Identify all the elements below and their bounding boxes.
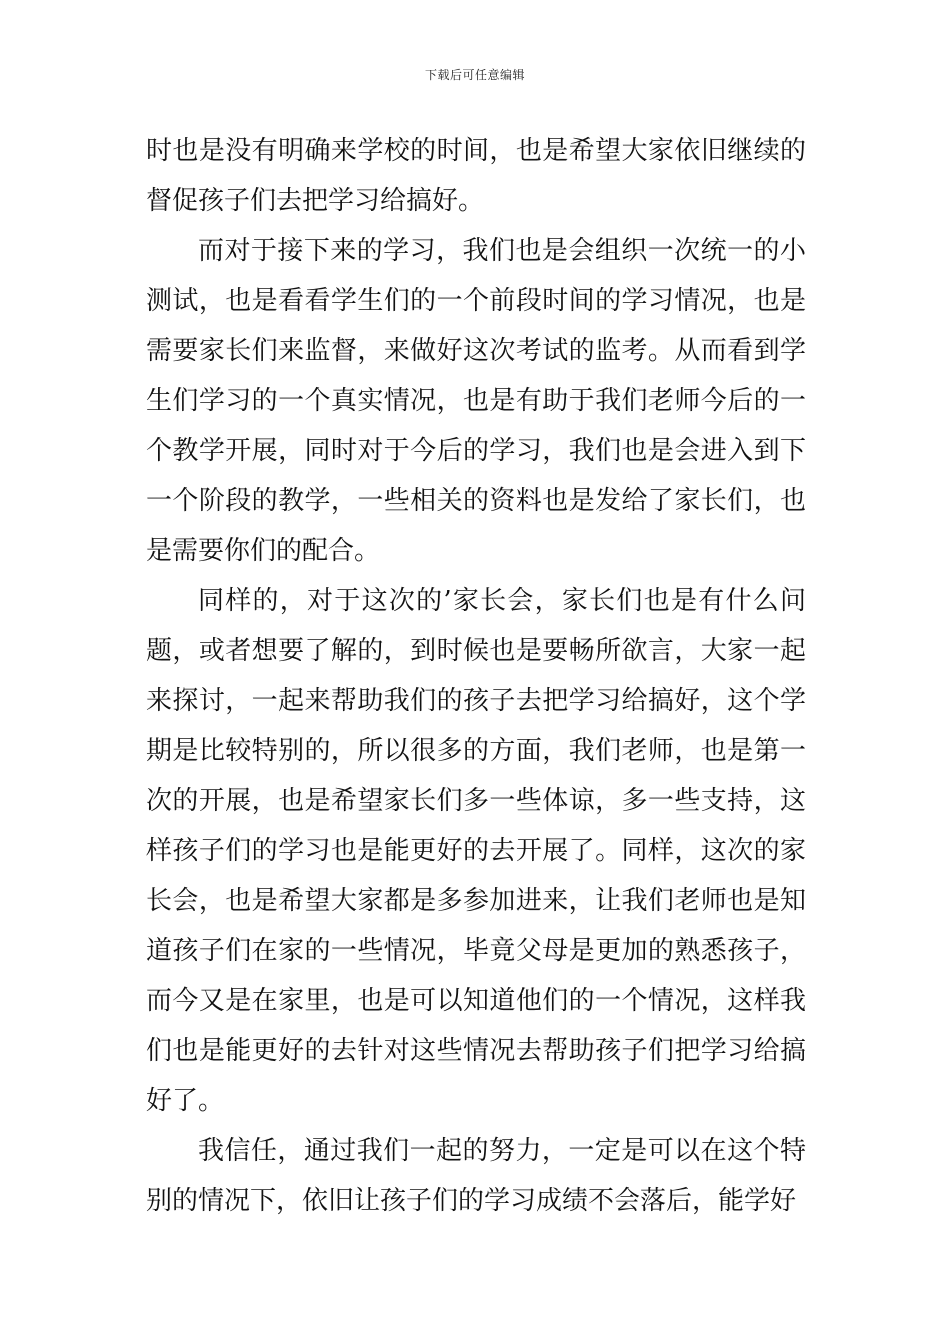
paragraph-parent-meeting: 同样的，对于这次的’家长会，家长们也是有什么问题，或者想要了解的，到时候也是要畅所欲言，大家一起来探讨，一起来帮助我们的孩子去把学习给搞好，这个学期是比较特别的，所以很多的方面，我们老师，也是第一次的开展，也是希望家长们多一些体谅，多一些支持，这样孩子们的学习也是能更好的去开展了。同样，这次的家长会，也是希望大家都是多参加进来，让我们老师也是知道孩子们在家的一些情况，毕竟父母是更加的熟悉孩子，而今又是在家里，也是可以知道他们的一个情况，这样我们也是能更好的去针对这些情况去帮助孩子们把学习给搞好了。 <box>146 586 806 1116</box>
document-body <box>146 126 806 1226</box>
header-note: 下载后可任意编辑 <box>424 68 525 82</box>
paragraph-continuation: 时也是没有明确来学校的时间，也是希望大家依旧继续的督促孩子们去把学习给搞好。 <box>146 136 806 216</box>
paragraph-test-plan: 而对于接下来的学习，我们也是会组织一次统一的小测试，也是看看学生们的一个前段时间的学习情况，也是需要家长们来监督，来做好这次考试的监考。从而看到学生们学习的一个真实情况，也是有助于我们老师今后的一个教学开展，同时对于今后的学习，我们也是会进入到下一个阶段的教学，一些相关的资料也是发给了家长们，也是需要你们的配合。 <box>146 236 806 566</box>
paragraph-closing: 我信任，通过我们一起的努力，一定是可以在这个特别的情况下，依旧让孩子们的学习成绩不会落后，能学好 <box>146 1136 806 1216</box>
